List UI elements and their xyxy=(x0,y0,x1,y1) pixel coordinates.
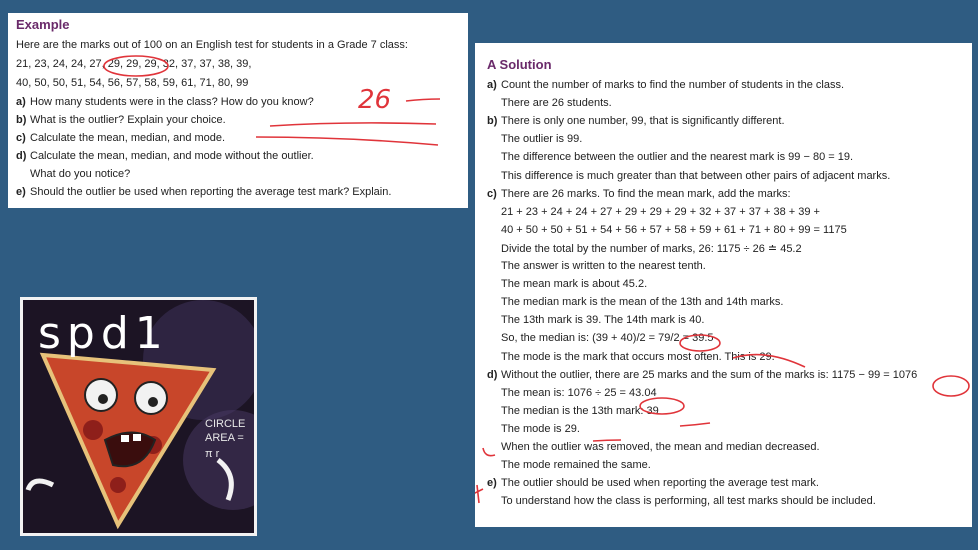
solution-line xyxy=(487,423,580,435)
solution-line xyxy=(487,97,612,109)
solution-line-text: Divide the total by the number of marks, 26: 1175 ÷ 26 ≐ 45.2 xyxy=(501,242,802,255)
solution-line xyxy=(487,314,704,326)
solution-line xyxy=(487,242,802,255)
question-b: b) What is the outlier? Explain your choice. xyxy=(16,114,226,126)
board-text-area: AREA = xyxy=(205,432,244,444)
solution-line xyxy=(487,260,706,272)
board-text-pir: π r xyxy=(205,448,220,460)
question-d: d) Calculate the mean, median, and mode without the outlier. xyxy=(16,150,314,162)
solution-line xyxy=(487,296,783,308)
underline-median-d-annotation xyxy=(680,423,710,426)
underline-b-annotation xyxy=(270,123,436,126)
handwritten-answer: 26 xyxy=(358,85,392,115)
solution-line xyxy=(487,332,714,344)
solution-line-text: Count the number of marks to find the number of students in the class. xyxy=(501,79,845,91)
solution-line xyxy=(487,206,820,218)
solution-line xyxy=(487,115,785,127)
solution-line xyxy=(487,459,651,471)
solution-line-text: This difference is much greater than that between other pairs of adjacent marks. xyxy=(501,169,891,182)
example-panel xyxy=(8,13,468,208)
solution-line-tag: e) xyxy=(487,477,497,490)
solution-title: A Solution xyxy=(487,57,552,72)
solution-line xyxy=(487,224,847,236)
solution-line-text: The outlier is 99. xyxy=(501,133,583,146)
solution-line xyxy=(487,133,582,145)
solution-line-text: The mean is: 1076 ÷ 25 = 43.04 xyxy=(501,386,657,399)
question-e: e) Should the outlier be used when reporting the average test mark? Explain. xyxy=(16,186,392,198)
solution-line-text: To understand how the class is performing, all test marks should be included. xyxy=(501,495,876,508)
solution-line-tag: d) xyxy=(487,368,498,381)
solution-line-text: The 13th mark is 39. The 14th mark is 40. xyxy=(501,314,705,327)
solution-line xyxy=(487,477,819,489)
solution-line xyxy=(487,151,853,163)
solution-line-text: The mode is 29. xyxy=(501,422,580,435)
solution-line-tag: b) xyxy=(487,115,498,128)
solution-line xyxy=(487,441,820,453)
solution-line xyxy=(487,79,844,91)
solution-line-tag: c) xyxy=(487,187,497,200)
solution-line-text: The mean mark is about 45.2. xyxy=(501,278,648,291)
solution-line-text: The answer is written to the nearest tenth. xyxy=(501,260,706,272)
example-title: Example xyxy=(16,17,70,32)
tick-e-annotation xyxy=(475,485,483,503)
pizza-cartoon-image xyxy=(20,297,257,536)
solution-line xyxy=(487,188,791,200)
question-d-followup: What do you notice? xyxy=(30,168,131,180)
solution-line-text: 40 + 50 + 50 + 51 + 54 + 56 + 57 + 58 + 59 + 61 + 71 + 80 + 99 = 1175 xyxy=(501,223,847,236)
solution-line-text: So, the median is: (39 + 40)/2 = 79/2 = 39.5 xyxy=(501,332,714,345)
circle-1076-annotation xyxy=(933,376,969,396)
solution-line-text: The outlier should be used when reporting the average test mark. xyxy=(501,477,819,490)
solution-line-text: The mode remained the same. xyxy=(501,459,651,472)
board-text-circle: CIRCLE xyxy=(205,418,246,430)
question-c: c) Calculate the mean, median, and mode. xyxy=(16,132,226,144)
example-intro: Here are the marks out of 100 on an English test for students in a Grade 7 class: xyxy=(16,39,408,51)
solution-line xyxy=(487,495,876,507)
solution-line-text: There are 26 students. xyxy=(501,97,612,110)
solution-line xyxy=(487,387,657,399)
solution-line xyxy=(487,369,917,381)
underline-a-annotation xyxy=(406,99,440,101)
solution-line xyxy=(487,405,659,417)
question-a: a) How many students were in the class? How do you know? xyxy=(16,96,314,108)
solution-line xyxy=(487,278,647,290)
handwritten-doodle-text: spd1 xyxy=(38,308,169,359)
solution-line-text: The median is the 13th mark: 39 xyxy=(501,404,659,417)
solution-line-text: The mode is the mark that occurs most often. This is 29. xyxy=(501,350,775,363)
solution-line-text: The median mark is the mean of the 13th and 14th marks. xyxy=(501,296,784,309)
underline-c-annotation xyxy=(256,137,438,145)
solution-line-text: Without the outlier, there are 25 marks and the sum of the marks is: 1175 − 99 = 1076 xyxy=(501,368,918,381)
solution-line-text: 21 + 23 + 24 + 24 + 27 + 29 + 29 + 29 + 32 + 37 + 37 + 38 + 39 + xyxy=(501,205,820,218)
solution-line-tag: a) xyxy=(487,79,497,91)
example-marks-line-1: 21, 23, 24, 24, 27, 29, 29, 29, 32, 37, 37, 38, 39, xyxy=(16,58,252,70)
solution-line xyxy=(487,351,775,363)
solution-line xyxy=(487,170,890,182)
solution-line-text: When the outlier was removed, the mean and median decreased. xyxy=(501,441,820,453)
solution-line-text: The difference between the outlier and the nearest mark is 99 − 80 = 19. xyxy=(501,151,854,164)
example-marks-line-2: 40, 50, 50, 51, 54, 56, 57, 58, 59, 61, 71, 80, 99 xyxy=(16,77,249,89)
solution-line-text: There are 26 marks. To find the mean mark, add the marks: xyxy=(501,187,791,200)
solution-line-text: There is only one number, 99, that is significantly different. xyxy=(501,115,785,128)
solution-panel xyxy=(475,43,972,527)
